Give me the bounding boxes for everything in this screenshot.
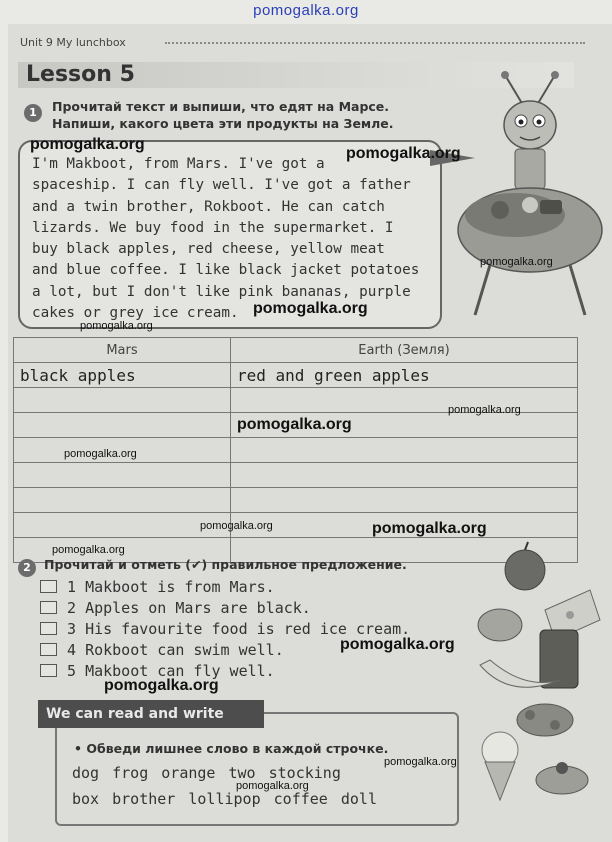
alien-spaceship-illustration	[445, 65, 605, 335]
watermark: pomogalka.org	[104, 677, 219, 694]
watermark: pomogalka.org	[80, 320, 153, 332]
section-banner: We can read and write	[38, 700, 264, 728]
statement-checkbox[interactable]	[40, 622, 57, 635]
watermark: pomogalka.org	[237, 416, 352, 433]
statement-text: Apples on Mars are black.	[85, 599, 311, 617]
watermark: pomogalka.org	[30, 136, 145, 153]
task1-instruction-line2: Напиши, какого цвета эти продукты на Земле.	[52, 116, 394, 131]
word-row-1[interactable]: dog frog orange two stocking	[72, 764, 341, 782]
statement-number: 2	[67, 599, 77, 617]
table-cell-mars[interactable]	[14, 488, 231, 513]
watermark: pomogalka.org	[346, 145, 461, 162]
story-line: spaceship. I can fly well. I've got a father	[32, 177, 411, 194]
watermark: pomogalka.org	[480, 256, 553, 268]
story-text	[32, 154, 432, 324]
site-watermark[interactable]: pomogalka.org	[253, 2, 359, 19]
statement-checkbox[interactable]	[40, 580, 57, 593]
table-row	[14, 513, 578, 538]
table-cell-earth[interactable]	[230, 488, 577, 513]
task1-instruction-line1: Прочитай текст и выпиши, что едят на Марсе.	[52, 99, 390, 114]
watermark: pomogalka.org	[372, 520, 487, 537]
table-cell-mars[interactable]	[14, 463, 231, 488]
statement-number: 5	[67, 662, 77, 680]
story-line: and a twin brother, Rokboot. He can catch	[32, 198, 385, 215]
watermark: pomogalka.org	[236, 780, 309, 792]
column-header-earth: Earth (Земля)	[230, 338, 577, 363]
table-cell-mars[interactable]	[14, 413, 231, 438]
story-line: I'm Makboot, from Mars. I've got a	[32, 156, 325, 172]
story-line: cakes or grey ice cream.	[32, 305, 239, 322]
statement-text: Makboot is from Mars.	[85, 578, 275, 596]
watermark: pomogalka.org	[52, 544, 125, 556]
table-row	[14, 363, 578, 388]
story-line: and blue coffee. I like black jacket potatoes	[32, 262, 420, 279]
statement-checkbox[interactable]	[40, 664, 57, 677]
story-line: a lot, but I don't like pink bananas, purple	[32, 283, 411, 300]
dotted-divider	[165, 42, 585, 44]
table-cell-mars[interactable]	[14, 513, 231, 538]
statement-checkbox[interactable]	[40, 601, 57, 614]
statement-text: His favourite food is red ice cream.	[85, 620, 411, 638]
table-cell-earth[interactable]: red and green apples	[230, 363, 577, 388]
task2-instruction: Прочитай и отметь (✔) правильное предложение.	[44, 557, 407, 572]
unit-title: Unit 9 My lunchbox	[20, 36, 126, 49]
section-instruction: • Обведи лишнее слово в каждой строчке.	[74, 741, 389, 756]
task1-instruction	[52, 98, 394, 132]
statement-row	[40, 641, 284, 659]
table-row	[14, 488, 578, 513]
story-line: lizards. We buy food in the supermarket. I	[32, 219, 394, 236]
table-cell-mars[interactable]	[14, 388, 231, 413]
food-illustrations	[470, 540, 610, 840]
statement-number: 4	[67, 641, 77, 659]
statement-text: Makboot can fly well.	[85, 662, 275, 680]
table-header-row	[14, 338, 578, 363]
table-cell-earth[interactable]	[230, 463, 577, 488]
statement-row	[40, 578, 275, 596]
table-row	[14, 463, 578, 488]
watermark: pomogalka.org	[384, 756, 457, 768]
lesson-title: Lesson 5	[26, 62, 135, 87]
watermark: pomogalka.org	[200, 520, 273, 532]
column-header-mars: Mars	[14, 338, 231, 363]
task2-number: 2	[18, 556, 36, 577]
watermark: pomogalka.org	[448, 404, 521, 416]
statement-number: 1	[67, 578, 77, 596]
table-cell-mars[interactable]: black apples	[14, 363, 231, 388]
table-cell-earth[interactable]	[230, 438, 577, 463]
watermark: pomogalka.org	[340, 636, 455, 653]
watermark: pomogalka.org	[64, 448, 137, 460]
statement-checkbox[interactable]	[40, 643, 57, 656]
statement-row	[40, 599, 311, 617]
story-line: buy black apples, red cheese, yellow meat	[32, 241, 385, 258]
word-row-2[interactable]: box brother lollipop coffee doll	[72, 790, 377, 808]
statement-number: 3	[67, 620, 77, 638]
task1-number: 1	[24, 101, 42, 122]
statement-text: Rokboot can swim well.	[85, 641, 284, 659]
table-cell-earth[interactable]	[230, 388, 577, 413]
watermark: pomogalka.org	[253, 300, 368, 317]
